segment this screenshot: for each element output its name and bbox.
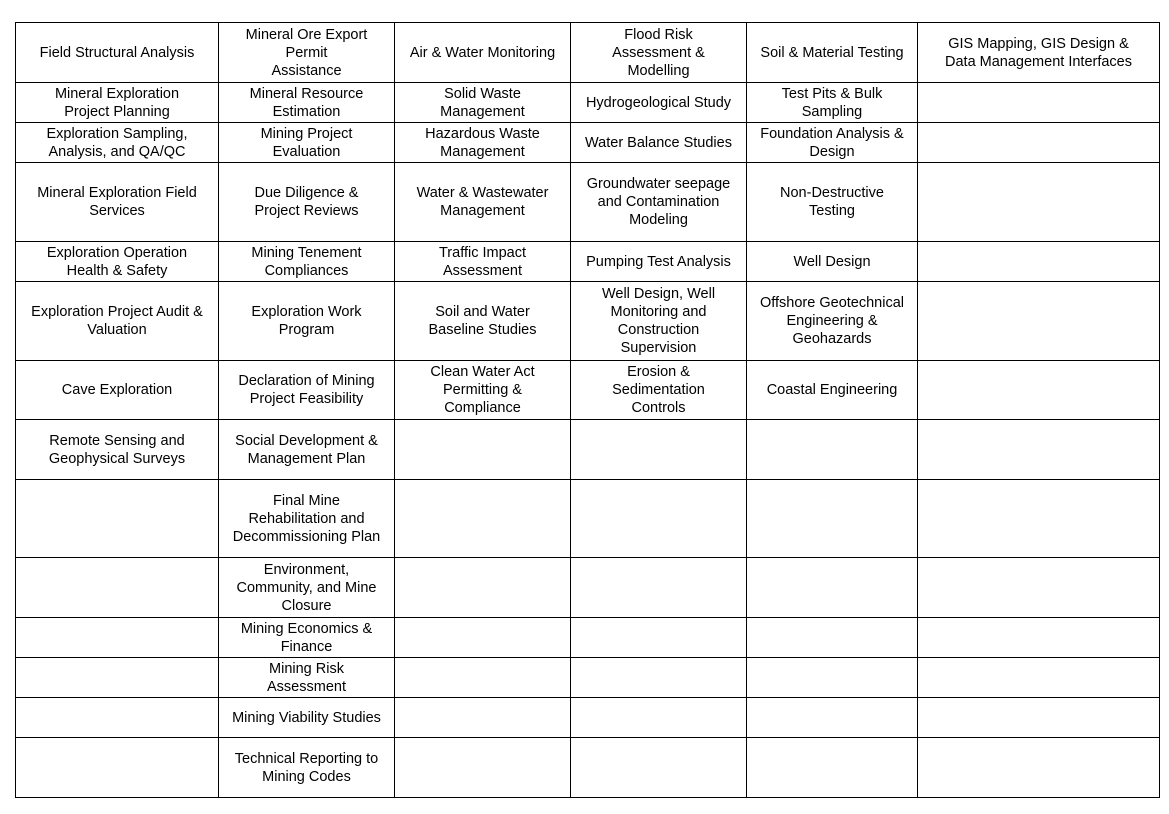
table-cell-geotechnical xyxy=(747,480,918,558)
table-cell-environmental xyxy=(395,83,571,123)
table-row xyxy=(16,738,1160,798)
table-cell-exploration xyxy=(16,420,219,480)
service-label: Exploration Project Audit & Valuation xyxy=(31,304,203,338)
table-cell-mining xyxy=(219,123,395,163)
table-cell-hydrology xyxy=(571,361,747,420)
service-label: Offshore Geotechnical Engineering & Geohazards xyxy=(759,295,904,347)
table-cell-hydrology xyxy=(571,618,747,658)
service-label: Hydrogeological Study xyxy=(585,94,732,111)
table-cell-exploration xyxy=(16,558,219,618)
service-label: Clean Water Act Permitting & Compliance xyxy=(430,364,535,416)
table-cell-geotechnical xyxy=(747,83,918,123)
table-cell-hydrology xyxy=(571,558,747,618)
table-cell-exploration xyxy=(16,698,219,738)
table-cell-hydrology xyxy=(571,282,747,361)
service-label: GIS Mapping, GIS Design & Data Management Interfaces xyxy=(945,35,1132,70)
table-cell-geotechnical xyxy=(747,282,918,361)
service-label: Pumping Test Analysis xyxy=(586,253,731,270)
table-cell-geotechnical xyxy=(747,23,918,83)
table-cell-mining xyxy=(219,420,395,480)
table-cell-mining xyxy=(219,658,395,698)
service-label: Erosion & Sedimentation Controls xyxy=(612,364,705,416)
service-label: Well Design, Well Monitoring and Construction Supervision xyxy=(601,286,716,356)
table-cell-gis xyxy=(918,618,1160,658)
service-label: Final Mine Rehabilitation and Decommissioning Plan xyxy=(232,492,381,545)
service-label: Mineral Ore Export Permit Assistance xyxy=(245,26,368,79)
table-cell-geotechnical xyxy=(747,698,918,738)
table-cell-environmental xyxy=(395,242,571,282)
table-cell-environmental xyxy=(395,123,571,163)
table-cell-environmental xyxy=(395,23,571,83)
table-cell-mining xyxy=(219,163,395,242)
table-row xyxy=(16,618,1160,658)
table-cell-hydrology xyxy=(571,163,747,242)
service-label: Mineral Exploration Project Planning xyxy=(54,85,180,120)
table-cell-hydrology xyxy=(571,420,747,480)
service-label: Solid Waste Management xyxy=(440,85,525,120)
table-cell-environmental xyxy=(395,618,571,658)
table-cell-mining xyxy=(219,558,395,618)
service-label: Test Pits & Bulk Sampling xyxy=(781,85,883,120)
table-cell-environmental xyxy=(395,480,571,558)
table-cell-hydrology xyxy=(571,658,747,698)
service-label: Water & Wastewater Management xyxy=(416,185,549,219)
service-label: Mining Project Evaluation xyxy=(260,125,353,160)
table-cell-gis xyxy=(918,420,1160,480)
table-cell-mining xyxy=(219,738,395,798)
table-cell-exploration xyxy=(16,242,219,282)
table-cell-gis xyxy=(918,480,1160,558)
service-label: Exploration Operation Health & Safety xyxy=(46,244,188,279)
table-row xyxy=(16,83,1160,123)
service-label: Mining Economics & Finance xyxy=(240,620,373,655)
table-cell-gis xyxy=(918,242,1160,282)
table-row xyxy=(16,658,1160,698)
service-label: Due Diligence & Project Reviews xyxy=(254,185,359,219)
table-cell-exploration xyxy=(16,163,219,242)
table-row xyxy=(16,163,1160,242)
table-cell-mining xyxy=(219,480,395,558)
table-cell-environmental xyxy=(395,558,571,618)
table-cell-gis xyxy=(918,23,1160,83)
table-cell-exploration xyxy=(16,123,219,163)
table-cell-mining xyxy=(219,618,395,658)
service-label: Groundwater seepage and Contamination Modeling xyxy=(586,176,731,228)
table-cell-mining xyxy=(219,361,395,420)
table-cell-gis xyxy=(918,738,1160,798)
service-label: Soil and Water Baseline Studies xyxy=(428,304,537,338)
table-cell-hydrology xyxy=(571,738,747,798)
table-cell-hydrology xyxy=(571,23,747,83)
table-cell-geotechnical xyxy=(747,420,918,480)
service-label: Exploration Sampling, Analysis, and QA/QC xyxy=(46,125,188,160)
table-row xyxy=(16,23,1160,83)
table-cell-exploration xyxy=(16,282,219,361)
table-cell-environmental xyxy=(395,163,571,242)
table-cell-hydrology xyxy=(571,123,747,163)
service-label: Technical Reporting to Mining Codes xyxy=(234,750,379,785)
table-cell-geotechnical xyxy=(747,738,918,798)
table-cell-mining xyxy=(219,242,395,282)
table-cell-geotechnical xyxy=(747,558,918,618)
table-row xyxy=(16,282,1160,361)
service-label: Coastal Engineering xyxy=(766,382,898,398)
service-label: Non-Destructive Testing xyxy=(780,185,884,219)
table-cell-gis xyxy=(918,123,1160,163)
table-cell-gis xyxy=(918,558,1160,618)
table-row xyxy=(16,420,1160,480)
service-label: Mining Risk Assessment xyxy=(267,660,346,695)
service-label: Soil & Material Testing xyxy=(760,44,904,61)
table-cell-gis xyxy=(918,698,1160,738)
table-cell-environmental xyxy=(395,658,571,698)
services-table-body xyxy=(16,23,1160,798)
table-row xyxy=(16,698,1160,738)
table-cell-environmental xyxy=(395,420,571,480)
service-label: Mining Viability Studies xyxy=(232,709,381,726)
table-cell-environmental xyxy=(395,738,571,798)
table-row xyxy=(16,123,1160,163)
table-cell-environmental xyxy=(395,361,571,420)
table-cell-exploration xyxy=(16,658,219,698)
table-cell-exploration xyxy=(16,738,219,798)
table-cell-hydrology xyxy=(571,480,747,558)
table-cell-exploration xyxy=(16,23,219,83)
service-label: Traffic Impact Assessment xyxy=(438,244,527,279)
table-cell-hydrology xyxy=(571,698,747,738)
table-cell-hydrology xyxy=(571,242,747,282)
table-cell-mining xyxy=(219,698,395,738)
table-cell-gis xyxy=(918,361,1160,420)
table-cell-mining xyxy=(219,282,395,361)
service-label: Well Design xyxy=(793,253,871,270)
table-cell-gis xyxy=(918,163,1160,242)
table-cell-exploration xyxy=(16,361,219,420)
service-label: Flood Risk Assessment & Modelling xyxy=(612,26,705,79)
table-cell-geotechnical xyxy=(747,361,918,420)
service-label: Environment, Community, and Mine Closure xyxy=(236,561,377,614)
table-cell-gis xyxy=(918,282,1160,361)
table-row xyxy=(16,242,1160,282)
service-label: Foundation Analysis & Design xyxy=(760,125,904,160)
table-cell-exploration xyxy=(16,83,219,123)
table-cell-exploration xyxy=(16,480,219,558)
table-cell-mining xyxy=(219,23,395,83)
table-cell-geotechnical xyxy=(747,242,918,282)
table-cell-environmental xyxy=(395,698,571,738)
table-cell-exploration xyxy=(16,618,219,658)
table-cell-geotechnical xyxy=(747,618,918,658)
table-cell-gis xyxy=(918,658,1160,698)
table-cell-hydrology xyxy=(571,83,747,123)
service-label: Hazardous Waste Management xyxy=(425,125,540,160)
table-cell-geotechnical xyxy=(747,163,918,242)
table-cell-gis xyxy=(918,83,1160,123)
table-cell-geotechnical xyxy=(747,123,918,163)
service-label: Exploration Work Program xyxy=(251,304,362,338)
service-label: Mineral Exploration Field Services xyxy=(37,185,197,219)
table-row xyxy=(16,558,1160,618)
service-label: Mineral Resource Estimation xyxy=(249,85,364,120)
service-label: Water Balance Studies xyxy=(585,134,732,151)
table-row xyxy=(16,361,1160,420)
table-cell-environmental xyxy=(395,282,571,361)
service-label: Mining Tenement Compliances xyxy=(251,244,362,279)
table-row xyxy=(16,480,1160,558)
services-table xyxy=(15,22,1160,798)
service-label: Cave Exploration xyxy=(61,382,173,398)
table-cell-geotechnical xyxy=(747,658,918,698)
service-label: Social Development & Management Plan xyxy=(235,432,378,467)
service-label: Air & Water Monitoring xyxy=(409,44,556,61)
service-label: Declaration of Mining Project Feasibility xyxy=(238,373,375,407)
service-label: Field Structural Analysis xyxy=(39,44,195,61)
table-cell-mining xyxy=(219,83,395,123)
service-label: Remote Sensing and Geophysical Surveys xyxy=(48,432,186,467)
